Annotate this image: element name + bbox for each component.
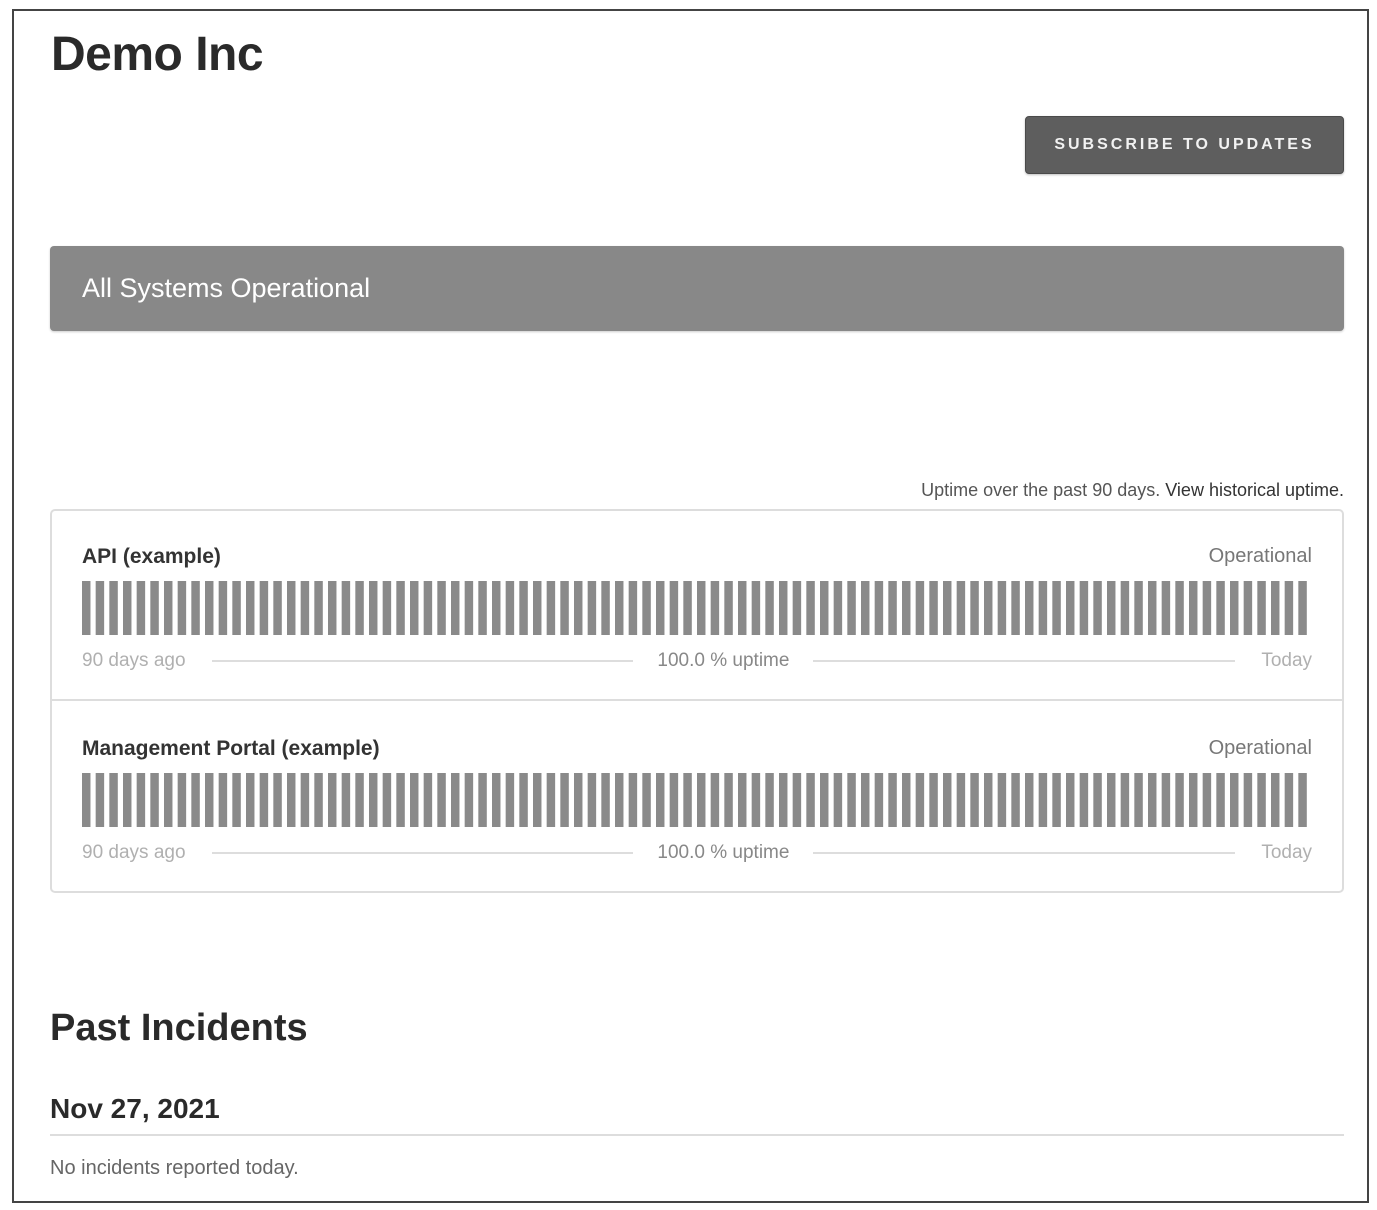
uptime-day-bar[interactable] [957, 581, 965, 635]
components-container [50, 509, 1344, 893]
uptime-day-bar[interactable] [697, 773, 705, 827]
uptime-day-bar[interactable] [1203, 773, 1211, 827]
uptime-day-bar[interactable] [1134, 773, 1142, 827]
uptime-day-bar[interactable] [1121, 581, 1129, 635]
uptime-day-bar[interactable] [205, 581, 213, 635]
divider [50, 1134, 1344, 1136]
uptime-day-bar[interactable] [998, 773, 1006, 827]
uptime-day-bar[interactable] [547, 581, 555, 635]
uptime-day-bar[interactable] [478, 773, 486, 827]
uptime-day-bar[interactable] [465, 581, 473, 635]
uptime-day-bar[interactable] [1011, 581, 1019, 635]
uptime-day-bar[interactable] [96, 773, 104, 827]
uptime-day-bar[interactable] [369, 581, 377, 635]
uptime-day-bar[interactable] [1189, 773, 1197, 827]
component-name: API (example) [82, 545, 221, 568]
uptime-day-bar[interactable] [355, 581, 363, 635]
uptime-day-bar[interactable] [533, 773, 541, 827]
uptime-day-bar[interactable] [793, 773, 801, 827]
uptime-day-bar[interactable] [232, 581, 240, 635]
uptime-day-bar[interactable] [273, 581, 281, 635]
uptime-day-bar[interactable] [109, 581, 117, 635]
uptime-day-bar[interactable] [683, 581, 691, 635]
uptime-day-bar[interactable] [574, 773, 582, 827]
uptime-day-bar[interactable] [984, 581, 992, 635]
uptime-day-bar[interactable] [164, 773, 172, 827]
uptime-day-bar[interactable] [957, 773, 965, 827]
uptime-day-bar[interactable] [191, 581, 199, 635]
uptime-day-bar[interactable] [752, 581, 760, 635]
uptime-day-bar[interactable] [1175, 581, 1183, 635]
uptime-day-bar[interactable] [820, 581, 828, 635]
uptime-day-bar[interactable] [806, 581, 814, 635]
uptime-day-bar[interactable] [1148, 773, 1156, 827]
uptime-day-bar[interactable] [601, 773, 609, 827]
uptime-day-bar[interactable] [670, 581, 678, 635]
uptime-day-bar[interactable] [943, 773, 951, 827]
uptime-day-bar[interactable] [1052, 581, 1060, 635]
timeline-start-label: 90 days ago [82, 650, 186, 671]
uptime-bar-chart [82, 581, 1312, 635]
uptime-day-bar[interactable] [711, 581, 719, 635]
uptime-day-bar[interactable] [123, 773, 131, 827]
uptime-day-bar[interactable] [1148, 581, 1156, 635]
uptime-day-bar[interactable] [902, 773, 910, 827]
uptime-day-bar[interactable] [82, 581, 90, 635]
uptime-day-bar[interactable] [314, 773, 322, 827]
uptime-day-bar[interactable] [260, 773, 268, 827]
uptime-bar-chart [82, 773, 1312, 827]
view-historical-uptime-link[interactable]: View historical uptime. [1165, 480, 1344, 500]
uptime-day-bar[interactable] [1093, 773, 1101, 827]
uptime-day-bar[interactable] [1257, 581, 1265, 635]
uptime-day-bar[interactable] [752, 773, 760, 827]
subscribe-button[interactable] [1025, 116, 1344, 174]
uptime-day-bar[interactable] [451, 581, 459, 635]
uptime-day-bar[interactable] [1025, 773, 1033, 827]
uptime-day-bar[interactable] [287, 773, 295, 827]
company-title: Demo Inc [51, 28, 264, 81]
uptime-day-bar[interactable] [383, 773, 391, 827]
uptime-day-bar[interactable] [396, 581, 404, 635]
uptime-day-bar[interactable] [137, 773, 145, 827]
uptime-day-bar[interactable] [519, 581, 527, 635]
uptime-day-bar[interactable] [1134, 581, 1142, 635]
uptime-day-bar[interactable] [1025, 581, 1033, 635]
uptime-day-bar[interactable] [1257, 773, 1265, 827]
uptime-day-bar[interactable] [342, 773, 350, 827]
uptime-percentage: 100.0 % uptime [657, 842, 790, 863]
uptime-day-bar[interactable] [738, 773, 746, 827]
uptime-day-bar[interactable] [437, 773, 445, 827]
timeline-divider [212, 660, 634, 662]
uptime-day-bar[interactable] [916, 581, 924, 635]
uptime-day-bar[interactable] [724, 581, 732, 635]
uptime-day-bar[interactable] [834, 581, 842, 635]
uptime-caption [921, 480, 1344, 501]
uptime-day-bar[interactable] [465, 773, 473, 827]
uptime-day-bar[interactable] [806, 773, 814, 827]
uptime-day-bar[interactable] [1175, 773, 1183, 827]
uptime-day-bar[interactable] [396, 773, 404, 827]
timeline-end-label: Today [1261, 842, 1313, 863]
uptime-day-bar[interactable] [219, 581, 227, 635]
uptime-day-bar[interactable] [629, 773, 637, 827]
uptime-day-bar[interactable] [178, 581, 186, 635]
uptime-day-bar[interactable] [697, 581, 705, 635]
uptime-day-bar[interactable] [1107, 581, 1115, 635]
uptime-day-bar[interactable] [369, 773, 377, 827]
uptime-day-bar[interactable] [998, 581, 1006, 635]
uptime-day-bar[interactable] [1244, 773, 1252, 827]
uptime-day-bar[interactable] [178, 773, 186, 827]
uptime-day-bar[interactable] [1011, 773, 1019, 827]
timeline-divider [813, 660, 1235, 662]
component-api [52, 511, 1342, 701]
uptime-day-bar[interactable] [506, 581, 514, 635]
uptime-day-bar[interactable] [1298, 581, 1306, 635]
uptime-day-bar[interactable] [861, 581, 869, 635]
uptime-bars [82, 773, 1312, 827]
uptime-day-bar[interactable] [943, 581, 951, 635]
uptime-day-bar[interactable] [1066, 773, 1074, 827]
uptime-timeline [82, 648, 1312, 674]
uptime-day-bar[interactable] [875, 773, 883, 827]
uptime-day-bar[interactable] [916, 773, 924, 827]
uptime-day-bar[interactable] [1107, 773, 1115, 827]
uptime-day-bar[interactable] [191, 773, 199, 827]
uptime-day-bar[interactable] [588, 773, 596, 827]
uptime-day-bar[interactable] [287, 581, 295, 635]
uptime-day-bar[interactable] [1162, 773, 1170, 827]
uptime-day-bar[interactable] [150, 773, 158, 827]
uptime-day-bar[interactable] [1216, 581, 1224, 635]
uptime-day-bar[interactable] [260, 581, 268, 635]
uptime-day-bar[interactable] [1121, 773, 1129, 827]
uptime-day-bar[interactable] [1216, 773, 1224, 827]
uptime-day-bar[interactable] [1244, 581, 1252, 635]
uptime-day-bar[interactable] [1230, 773, 1238, 827]
subscribe-button-label: SUBSCRIBE TO UPDATES [1054, 136, 1315, 153]
component-name: Management Portal (example) [82, 737, 380, 760]
uptime-day-bar[interactable] [301, 773, 309, 827]
uptime-day-bar[interactable] [601, 581, 609, 635]
past-incidents-title: Past Incidents [50, 1007, 308, 1049]
status-page [12, 9, 1369, 1203]
uptime-day-bar[interactable] [1203, 581, 1211, 635]
uptime-day-bar[interactable] [984, 773, 992, 827]
timeline-end-label: Today [1261, 650, 1313, 671]
uptime-day-bar[interactable] [574, 581, 582, 635]
uptime-day-bar[interactable] [847, 581, 855, 635]
uptime-day-bar[interactable] [492, 581, 500, 635]
uptime-day-bar[interactable] [150, 581, 158, 635]
uptime-day-bar[interactable] [615, 773, 623, 827]
uptime-day-bar[interactable] [410, 773, 418, 827]
uptime-day-bar[interactable] [506, 773, 514, 827]
uptime-day-bar[interactable] [929, 581, 937, 635]
uptime-day-bar[interactable] [615, 581, 623, 635]
uptime-day-bar[interactable] [629, 581, 637, 635]
uptime-day-bar[interactable] [314, 581, 322, 635]
component-status: Operational [1208, 737, 1312, 759]
uptime-day-bar[interactable] [642, 581, 650, 635]
overall-status-banner [50, 246, 1344, 331]
timeline-divider [813, 852, 1235, 854]
uptime-day-bar[interactable] [1285, 581, 1293, 635]
uptime-day-bar[interactable] [888, 581, 896, 635]
uptime-day-bar[interactable] [1066, 581, 1074, 635]
uptime-day-bar[interactable] [424, 581, 432, 635]
uptime-day-bar[interactable] [1285, 773, 1293, 827]
uptime-day-bar[interactable] [1080, 581, 1088, 635]
uptime-day-bar[interactable] [1093, 581, 1101, 635]
uptime-day-bar[interactable] [355, 773, 363, 827]
uptime-day-bar[interactable] [779, 773, 787, 827]
uptime-day-bar[interactable] [738, 581, 746, 635]
uptime-caption-text: Uptime over the past 90 days. [921, 480, 1161, 500]
uptime-day-bar[interactable] [328, 581, 336, 635]
uptime-day-bar[interactable] [1052, 773, 1060, 827]
uptime-day-bar[interactable] [205, 773, 213, 827]
uptime-day-bar[interactable] [492, 773, 500, 827]
uptime-day-bar[interactable] [109, 773, 117, 827]
uptime-day-bar[interactable] [588, 581, 596, 635]
uptime-day-bar[interactable] [1271, 773, 1279, 827]
uptime-day-bar[interactable] [656, 773, 664, 827]
uptime-day-bar[interactable] [765, 581, 773, 635]
uptime-day-bar[interactable] [847, 773, 855, 827]
uptime-day-bar[interactable] [1080, 773, 1088, 827]
uptime-day-bar[interactable] [164, 581, 172, 635]
uptime-day-bar[interactable] [888, 773, 896, 827]
uptime-day-bar[interactable] [642, 773, 650, 827]
uptime-day-bar[interactable] [724, 773, 732, 827]
uptime-day-bar[interactable] [301, 581, 309, 635]
uptime-day-bar[interactable] [875, 581, 883, 635]
uptime-day-bar[interactable] [779, 581, 787, 635]
uptime-day-bar[interactable] [1271, 581, 1279, 635]
uptime-bars [82, 581, 1312, 635]
uptime-day-bar[interactable] [902, 581, 910, 635]
uptime-day-bar[interactable] [861, 773, 869, 827]
uptime-day-bar[interactable] [765, 773, 773, 827]
component-management-portal [52, 703, 1342, 893]
uptime-day-bar[interactable] [383, 581, 391, 635]
uptime-day-bar[interactable] [123, 581, 131, 635]
uptime-day-bar[interactable] [683, 773, 691, 827]
uptime-day-bar[interactable] [451, 773, 459, 827]
uptime-day-bar[interactable] [711, 773, 719, 827]
uptime-day-bar[interactable] [1039, 581, 1047, 635]
incident-note: No incidents reported today. [50, 1157, 299, 1179]
uptime-day-bar[interactable] [1230, 581, 1238, 635]
uptime-timeline [82, 840, 1312, 866]
uptime-day-bar[interactable] [1298, 773, 1306, 827]
uptime-day-bar[interactable] [437, 581, 445, 635]
uptime-day-bar[interactable] [1039, 773, 1047, 827]
uptime-day-bar[interactable] [820, 773, 828, 827]
uptime-day-bar[interactable] [232, 773, 240, 827]
timeline-start-label: 90 days ago [82, 842, 186, 863]
overall-status-text: All Systems Operational [82, 273, 371, 303]
uptime-day-bar[interactable] [670, 773, 678, 827]
uptime-day-bar[interactable] [273, 773, 281, 827]
uptime-day-bar[interactable] [970, 581, 978, 635]
uptime-day-bar[interactable] [519, 773, 527, 827]
uptime-day-bar[interactable] [219, 773, 227, 827]
uptime-day-bar[interactable] [1189, 581, 1197, 635]
uptime-day-bar[interactable] [478, 581, 486, 635]
uptime-day-bar[interactable] [246, 773, 254, 827]
component-status: Operational [1208, 545, 1312, 567]
uptime-day-bar[interactable] [834, 773, 842, 827]
uptime-day-bar[interactable] [1162, 581, 1170, 635]
uptime-day-bar[interactable] [328, 773, 336, 827]
uptime-day-bar[interactable] [342, 581, 350, 635]
uptime-day-bar[interactable] [246, 581, 254, 635]
uptime-day-bar[interactable] [793, 581, 801, 635]
uptime-day-bar[interactable] [533, 581, 541, 635]
uptime-day-bar[interactable] [560, 581, 568, 635]
uptime-day-bar[interactable] [137, 581, 145, 635]
uptime-day-bar[interactable] [560, 773, 568, 827]
uptime-day-bar[interactable] [424, 773, 432, 827]
uptime-day-bar[interactable] [656, 581, 664, 635]
incident-date: Nov 27, 2021 [50, 1093, 220, 1124]
uptime-day-bar[interactable] [410, 581, 418, 635]
uptime-day-bar[interactable] [547, 773, 555, 827]
uptime-day-bar[interactable] [82, 773, 90, 827]
uptime-day-bar[interactable] [96, 581, 104, 635]
uptime-percentage: 100.0 % uptime [657, 650, 790, 671]
uptime-day-bar[interactable] [970, 773, 978, 827]
uptime-day-bar[interactable] [929, 773, 937, 827]
timeline-divider [212, 852, 634, 854]
